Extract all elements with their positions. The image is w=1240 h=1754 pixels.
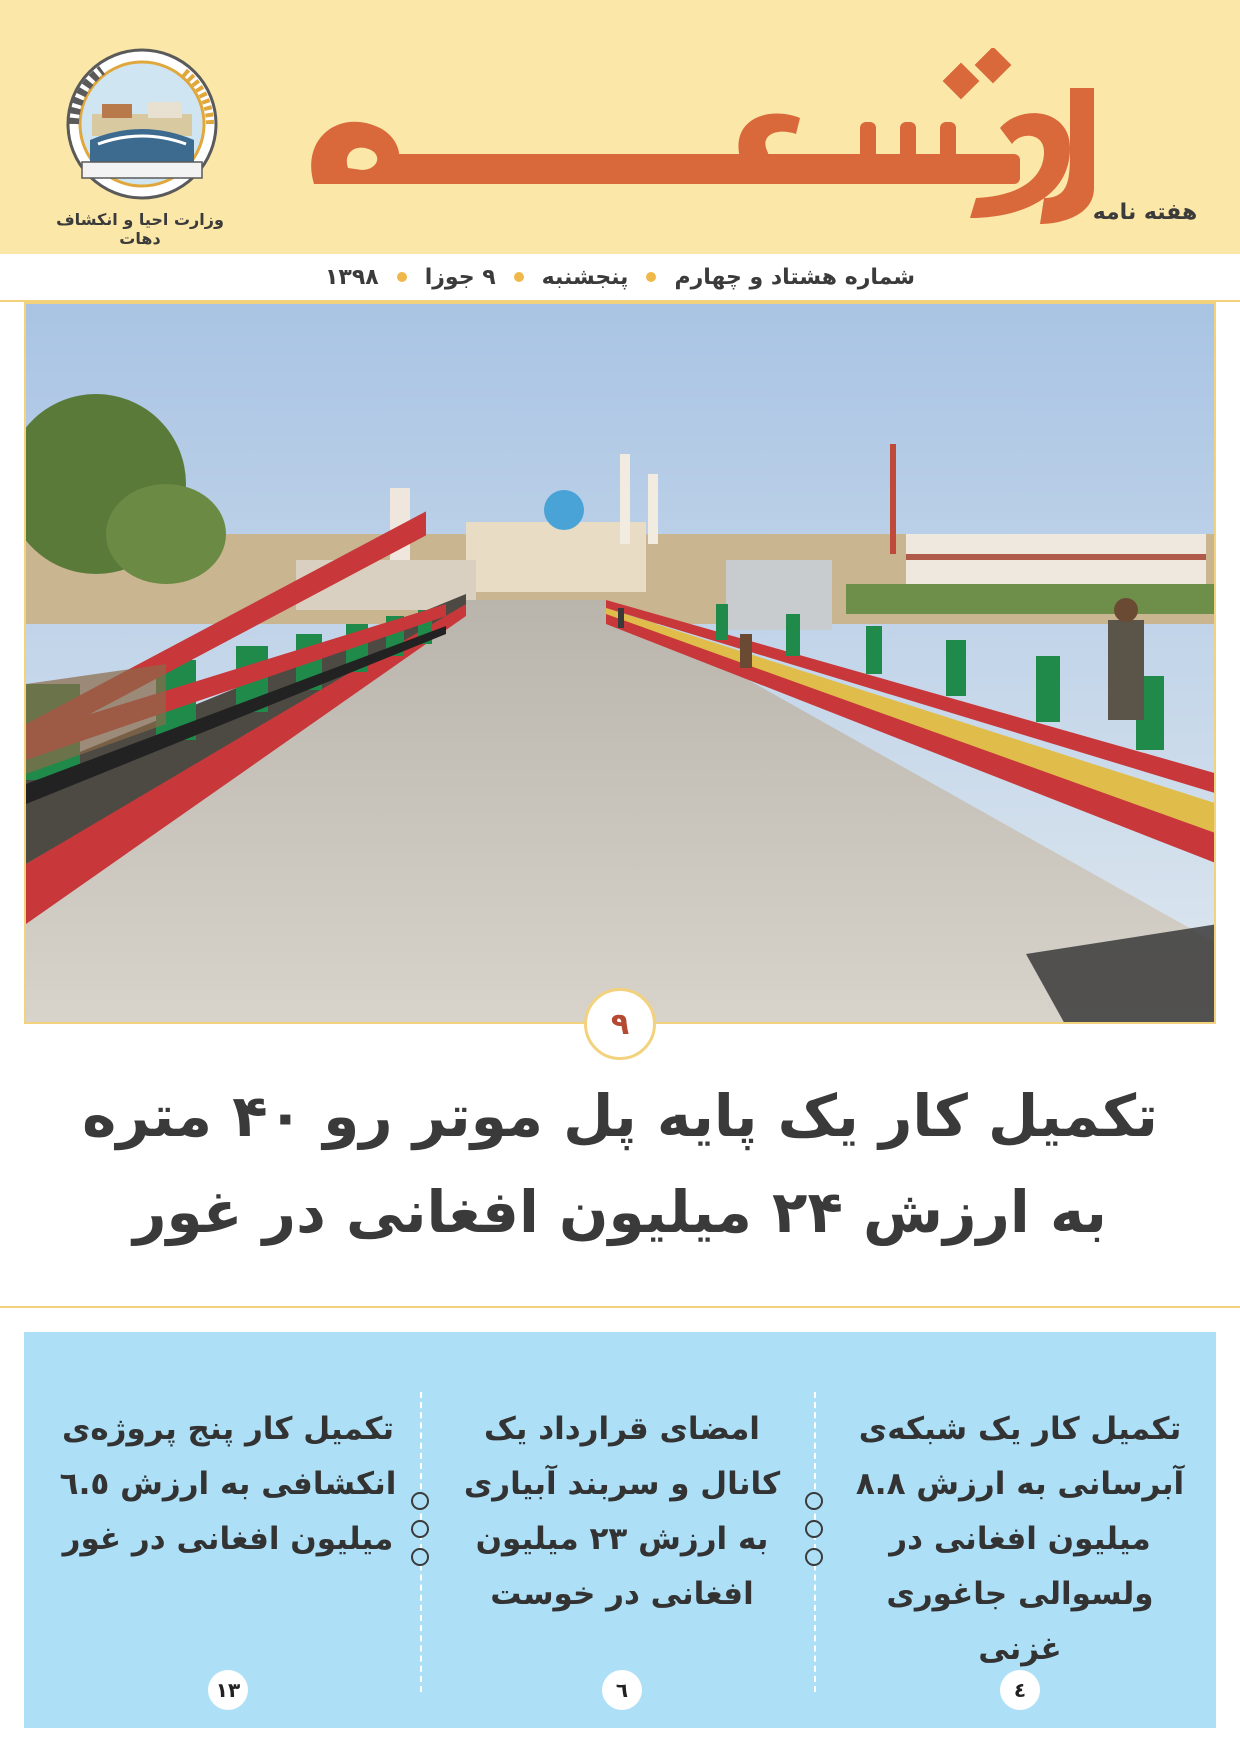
cover-photo bbox=[24, 302, 1216, 1024]
issue-date: ۹ جوزا bbox=[424, 264, 496, 290]
story-item[interactable] bbox=[442, 1332, 802, 1728]
story-title: امضای قرارداد یک کانال و سربند آبیاری به ارزش ۲۳ میلیون افغانی در خوست bbox=[463, 1411, 781, 1612]
issue-weekday: پنجشنبه bbox=[541, 264, 629, 290]
section-divider bbox=[0, 1306, 1240, 1308]
story-title: تکمیل کار یک شبکه‌ی آبرسانی به ارزش ۸.۸ میلیون افغانی در ولسوالی جاغوری غزنی bbox=[855, 1411, 1185, 1667]
headline-line-1: تکمیل کار یک پایه پل موتر رو ۴۰ متره bbox=[82, 1082, 1158, 1150]
story-item[interactable] bbox=[48, 1332, 408, 1728]
cover-page-reference: ۹ bbox=[584, 988, 656, 1060]
bridge-photo bbox=[26, 304, 1216, 1024]
issue-info-bar bbox=[0, 254, 1240, 302]
divider-dots-icon bbox=[805, 1492, 825, 1576]
story-page-number: ٦ bbox=[602, 1670, 642, 1710]
divider-dots-icon bbox=[411, 1492, 431, 1576]
cover-headline bbox=[80, 1068, 1160, 1260]
issue-number: شماره هشتاد و چهارم bbox=[674, 264, 916, 290]
separator-dot-icon bbox=[397, 272, 407, 282]
story-page-number: ٤ bbox=[1000, 1670, 1040, 1710]
story-item[interactable] bbox=[840, 1332, 1200, 1728]
story-teasers bbox=[24, 1332, 1216, 1728]
ministry-emblem-icon bbox=[62, 44, 222, 204]
masthead bbox=[0, 0, 1240, 254]
issue-year: ۱۳۹۸ bbox=[324, 264, 379, 290]
publication-logo bbox=[300, 48, 1120, 244]
weekly-label: هفته نامه bbox=[1092, 200, 1198, 225]
headline-line-2: به ارزش ۲۴ میلیون افغانی در غور bbox=[133, 1178, 1107, 1246]
separator-dot-icon bbox=[646, 272, 656, 282]
separator-dot-icon bbox=[514, 272, 524, 282]
story-page-number: ۱۳ bbox=[208, 1670, 248, 1710]
story-title: تکمیل کار پنج پروژه‌ی انکشافی به ارزش ٦.٥ میلیون افغانی در غور bbox=[59, 1411, 397, 1557]
ministry-name: وزارت احیا و انکشاف دهات bbox=[56, 210, 224, 248]
